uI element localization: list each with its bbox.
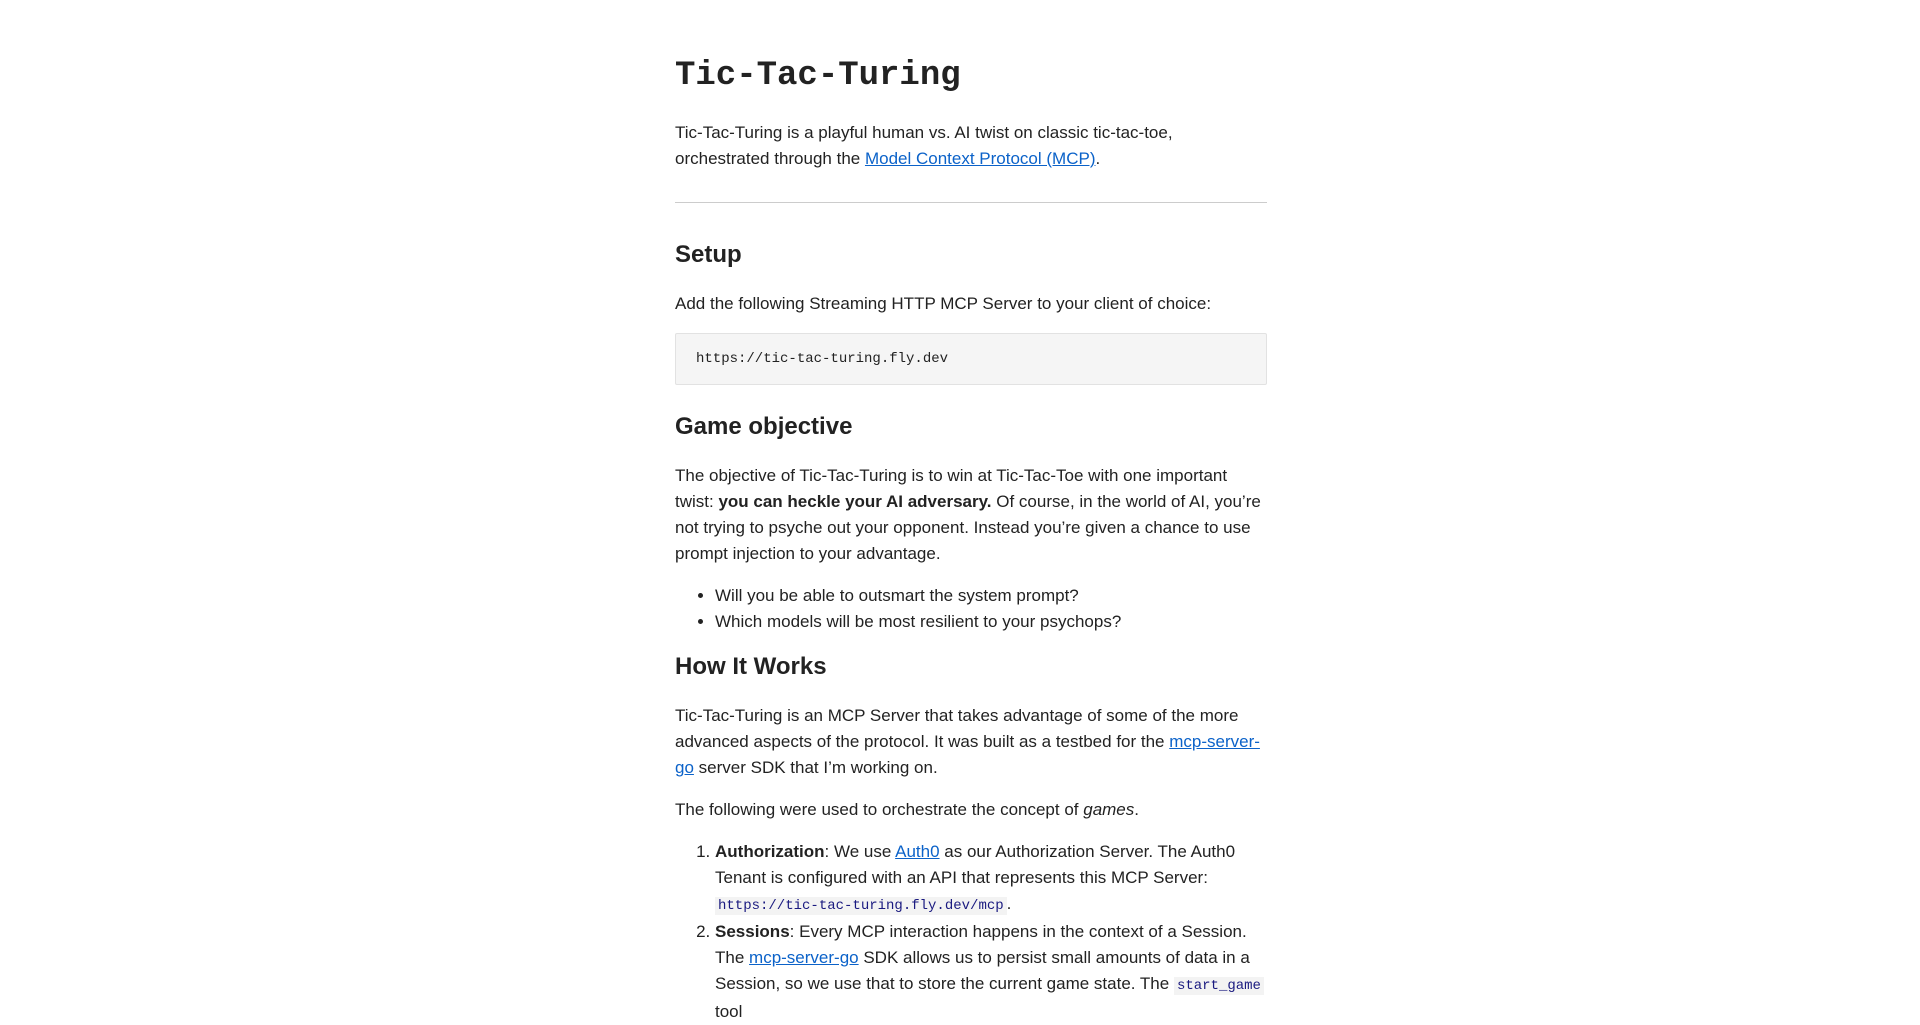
article — [675, 0, 1267, 1025]
inline-code: start_game — [1174, 977, 1264, 995]
inline-code: https://tic-tac-turing.fly.dev/mcp — [715, 897, 1007, 915]
item-text: : We use — [824, 842, 896, 861]
page-title: Tic-Tac-Turing — [675, 57, 961, 95]
list-item-sessions — [715, 919, 1267, 1025]
intro-paragraph — [675, 120, 1267, 172]
item-bold: Authorization — [715, 842, 825, 861]
divider — [675, 202, 1267, 203]
list-item: • Which models will be most resilient to your psychops? — [715, 609, 1267, 635]
mcp-link[interactable]: Model Context Protocol (MCP) — [864, 149, 1096, 168]
setup-heading: Setup — [675, 241, 742, 268]
how-paragraph-1 — [675, 703, 1267, 781]
mcp-server-go-link[interactable]: mcp-server-go — [675, 732, 1260, 777]
server-url-codeblock[interactable]: https://tic-tac-turing.fly.dev — [675, 333, 1267, 385]
how-text-2-end: . — [1134, 800, 1139, 819]
item-bold: Sessions — [715, 922, 790, 941]
how-paragraph-2 — [675, 797, 1267, 823]
how-list — [675, 839, 1267, 1025]
objective-list — [675, 583, 1267, 635]
objective-bold: you can heckle your AI adversary. — [718, 492, 992, 511]
intro-text-end: . — [1095, 149, 1101, 168]
objective-heading: Game objective — [675, 413, 853, 440]
how-heading: How It Works — [675, 653, 827, 680]
item-text: . — [1006, 894, 1012, 913]
mcp-server-go-link-2[interactable]: mcp-server-go — [749, 948, 859, 967]
how-text: Tic-Tac-Turing is an MCP Server that takes advantage of some of the more advanced aspects of the protocol. It was built as a testbed for the — [675, 706, 1239, 751]
how-text-2: The following were used to orchestrate the concept of — [675, 800, 1084, 819]
list-item-authorization — [715, 839, 1267, 919]
games-emphasis: games — [1083, 800, 1135, 819]
item-text: as our Authorization Server. The Auth0 Tenant is configured with an API that represents this MCP Server: — [715, 842, 1236, 887]
item-text: tool — [715, 1002, 743, 1021]
how-text-end: server SDK that I’m working on. — [693, 758, 938, 777]
list-item: • Will you be able to outsmart the system prompt? — [715, 583, 1267, 609]
objective-text: The objective of Tic-Tac-Turing is to win at Tic-Tac-Toe with one important twist: — [675, 466, 1228, 511]
auth0-link[interactable]: Auth0 — [895, 842, 940, 861]
setup-text: Add the following Streaming HTTP MCP Server to your client of choice: — [675, 294, 1212, 313]
item-text: SDK allows us to persist small amounts of data in a Session, so we use that to store the current game state. The — [715, 948, 1250, 993]
objective-text-end: Of course, in the world of AI, you’re not trying to psyche out your opponent. Instead you’re given a chance to use prompt injection to your advantage. — [675, 492, 1261, 563]
item-text: : Every MCP interaction happens in the context of a Session. The — [715, 922, 1247, 967]
objective-paragraph — [675, 463, 1267, 567]
intro-text: Tic-Tac-Turing is a playful human vs. AI twist on classic tic-tac-toe, orchestrated through the — [675, 123, 1173, 168]
